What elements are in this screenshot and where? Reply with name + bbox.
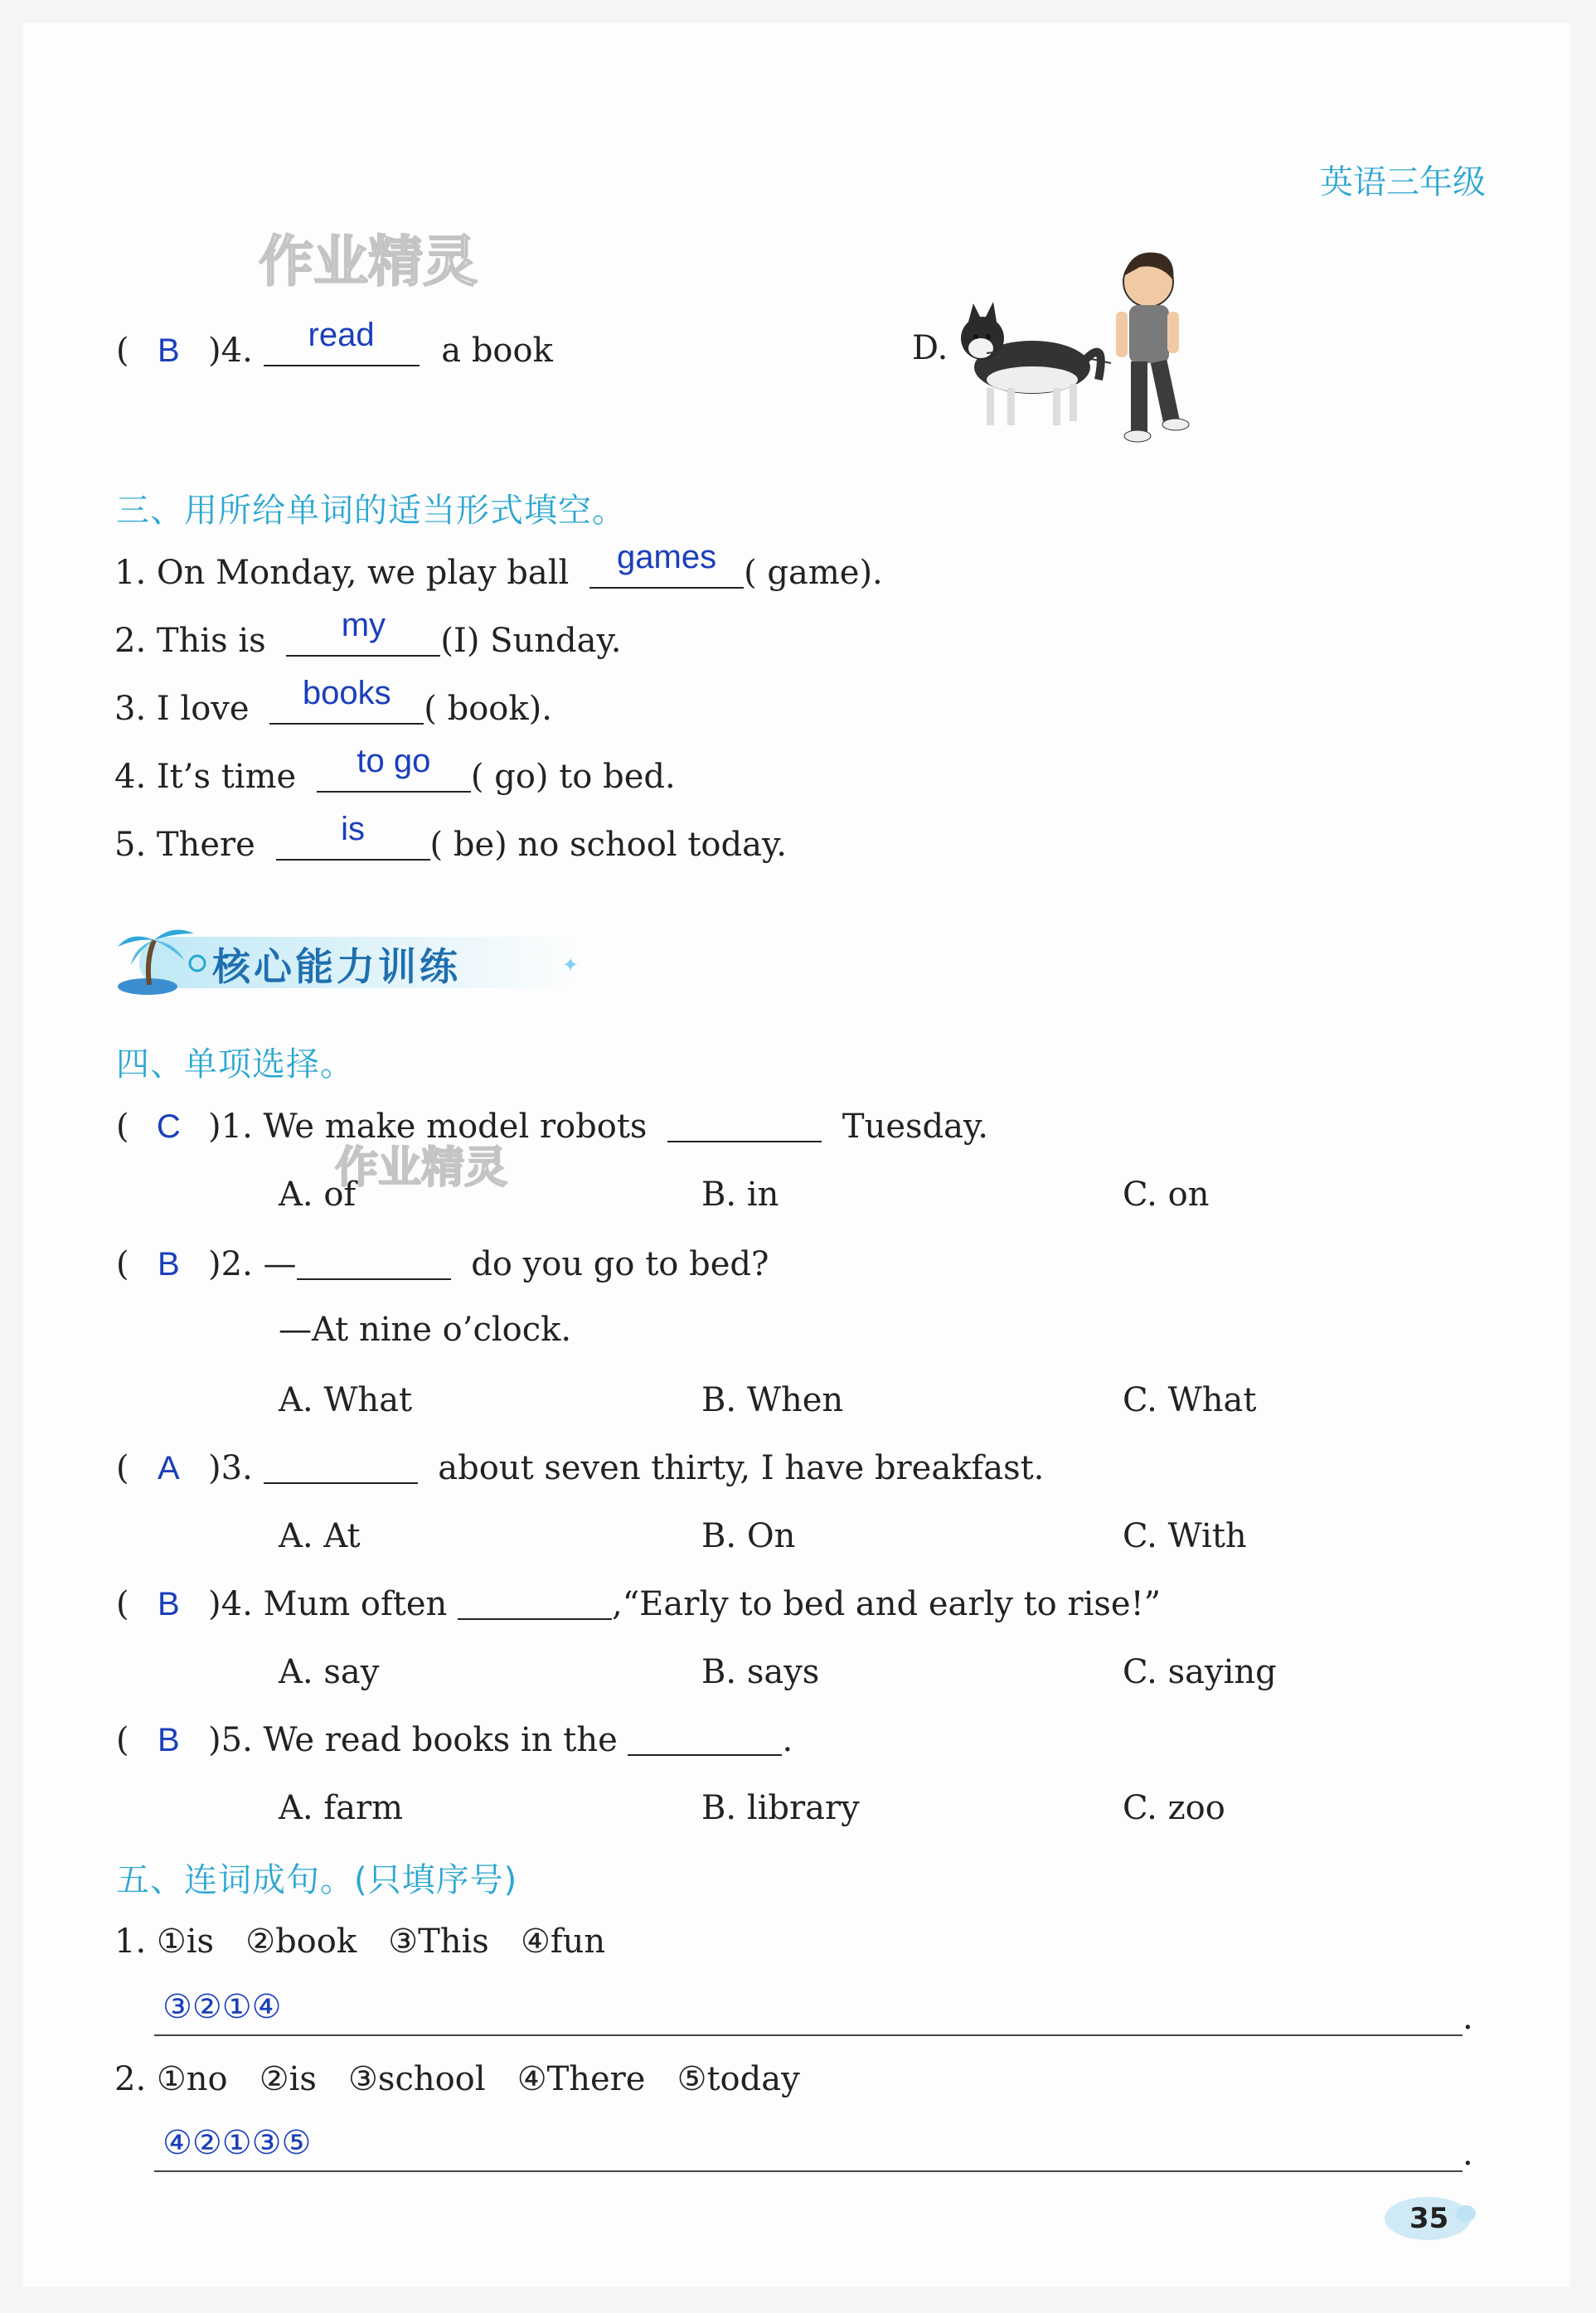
p4-q1-stem: )1. We make model robots: [208, 1108, 648, 1146]
p5-q2-words: 2. ①no ②is ③school ④There ⑤today: [114, 2060, 800, 2098]
p4-q1-open-paren: (: [116, 1108, 129, 1146]
p2-q4-blank-answer: read: [308, 317, 375, 353]
option-d-label: D.: [912, 329, 948, 367]
p4-q4-open-paren: (: [116, 1585, 129, 1623]
p4-q5-option-c: C. zoo: [1123, 1789, 1225, 1827]
page-number: 35: [1409, 2202, 1449, 2235]
p4-q4: [116, 1585, 1161, 1621]
p4-q2: [116, 1245, 769, 1281]
p4-q2-stem-end: do you go to bed?: [471, 1245, 769, 1283]
p4-q1-blank: [667, 1108, 822, 1142]
p4-q2-option-c: C. What: [1123, 1381, 1257, 1419]
p4-q4-blank: [458, 1585, 612, 1620]
p4-q2-option-a: A. What: [279, 1381, 413, 1419]
p3-item-2-post: (I) Sunday.: [440, 622, 622, 660]
p4-q3-answer: A: [157, 1450, 180, 1486]
p2-q4-open-paren: (: [116, 332, 129, 370]
p2-q4-answer: B: [157, 332, 180, 369]
p4-q4-option-a: A. say: [279, 1653, 380, 1691]
p4-q3-stem-pre: )3.: [208, 1449, 253, 1487]
p3-item-3: [114, 675, 552, 728]
p3-item-1-blank: [589, 539, 744, 589]
p5-q1-answer-line: [154, 2034, 1463, 2036]
p4-q5-option-b: B. library: [701, 1789, 860, 1827]
p4-q1-option-c: C. on: [1123, 1176, 1210, 1214]
p4-q5: [116, 1721, 793, 1757]
p4-q2-stem-pre: )2. —: [208, 1245, 297, 1283]
p3-item-4-answer: to go: [357, 743, 431, 779]
p2-q4-blank: [264, 317, 420, 366]
p3-item-1-answer: games: [617, 539, 717, 575]
p4-q4-option-b: B. says: [701, 1653, 820, 1691]
p3-item-4-post: ( go) to bed.: [470, 758, 676, 796]
p4-q1-answer: C: [156, 1108, 181, 1145]
p4-q2-option-b: B. When: [701, 1381, 844, 1419]
p3-item-5-answer: is: [341, 811, 365, 847]
p4-q5-blank: [628, 1721, 782, 1756]
p3-item-2: [114, 607, 622, 660]
p4-q5-answer: B: [157, 1722, 180, 1758]
p3-item-3-pre: 3. I love: [114, 690, 250, 728]
p4-q2-open-paren: (: [116, 1245, 129, 1283]
part5-title: 五、连词成句。(只填序号): [116, 1861, 518, 1899]
p5-q1-words: 1. ①is ②book ③This ④fun: [114, 1923, 606, 1961]
boy-walking-dog-illustration: [953, 239, 1202, 454]
p3-item-2-answer: my: [341, 607, 386, 643]
p3-item-5: [114, 811, 787, 864]
p4-q2-blank: [297, 1245, 451, 1280]
p3-item-2-pre: 2. This is: [114, 622, 266, 660]
p4-q1-option-b: B. in: [701, 1176, 779, 1214]
p4-q4-stem-pre: )4. Mum often: [208, 1585, 448, 1623]
boy-icon: [1116, 253, 1189, 442]
husky-dog-icon: [961, 302, 1111, 425]
p3-item-1-post: ( game).: [744, 554, 883, 592]
p4-q2-answer: B: [157, 1246, 180, 1283]
core-skills-banner: [114, 922, 579, 998]
p3-item-1-pre: 1. On Monday, we play ball: [114, 554, 570, 592]
p5-q2-answer: ④②①③⑤: [163, 2125, 312, 2161]
p4-q2-reply: —At nine o’clock.: [279, 1311, 572, 1349]
p4-q4-answer: B: [157, 1586, 180, 1622]
p4-q3-open-paren: (: [116, 1449, 129, 1487]
p3-item-4: [114, 743, 676, 796]
p4-q4-stem-end: ,“Early to bed and early to rise!”: [612, 1585, 1162, 1623]
p5-q1-answer: ③②①④: [163, 1989, 282, 2025]
p4-q5-open-paren: (: [116, 1721, 129, 1759]
p4-q3-option-c: C. With: [1123, 1517, 1247, 1555]
part4-title: 四、单项选择。: [116, 1045, 354, 1084]
p4-q1-option-a: A. of: [279, 1176, 357, 1214]
banner-title: 核心能力训练: [212, 944, 461, 989]
p4-q3-option-b: B. On: [701, 1517, 796, 1555]
p4-q3-blank: [264, 1449, 418, 1484]
p3-item-3-post: ( book).: [424, 690, 552, 728]
p2-q4: [116, 317, 553, 370]
p2-q4-num: )4.: [208, 332, 253, 370]
p3-item-3-answer: books: [302, 675, 391, 711]
p3-item-4-blank: [317, 743, 471, 793]
p4-q5-stem-pre: )5. We read books in the: [208, 1721, 618, 1759]
p2-q4-text: a book: [441, 332, 553, 370]
p3-item-5-post: ( be) no school today.: [429, 826, 787, 864]
p3-item-5-blank: [276, 811, 430, 861]
p5-q2-period: .: [1463, 2135, 1473, 2173]
p4-q3-option-a: A. At: [279, 1517, 361, 1555]
watermark-top: 作业精灵: [259, 230, 478, 293]
p3-item-2-blank: [286, 607, 440, 657]
p3-item-3-blank: [269, 675, 424, 725]
p4-q5-option-a: A. farm: [279, 1789, 404, 1827]
p4-q1-stem-end: Tuesday.: [842, 1108, 988, 1146]
p3-item-1: [114, 539, 883, 592]
p4-q4-option-c: C. saying: [1123, 1653, 1277, 1691]
watermark-mid: 作业精灵: [335, 1143, 508, 1193]
p4-q3: [116, 1449, 1044, 1485]
p4-q5-stem-end: .: [782, 1721, 793, 1759]
p4-q3-stem-end: about seven thirty, I have breakfast.: [438, 1449, 1045, 1487]
p3-item-4-pre: 4. It’s time: [114, 758, 297, 796]
p5-q2-answer-line: [154, 2170, 1463, 2172]
part3-title: 三、用所给单词的适当形式填空。: [116, 492, 626, 530]
p3-item-5-pre: 5. There: [114, 826, 255, 864]
p5-q1-period: .: [1463, 1999, 1473, 2037]
sparkle-icon: ✦: [562, 953, 579, 977]
p4-q1: [116, 1108, 988, 1146]
grade-label: 英语三年级: [1320, 163, 1486, 201]
